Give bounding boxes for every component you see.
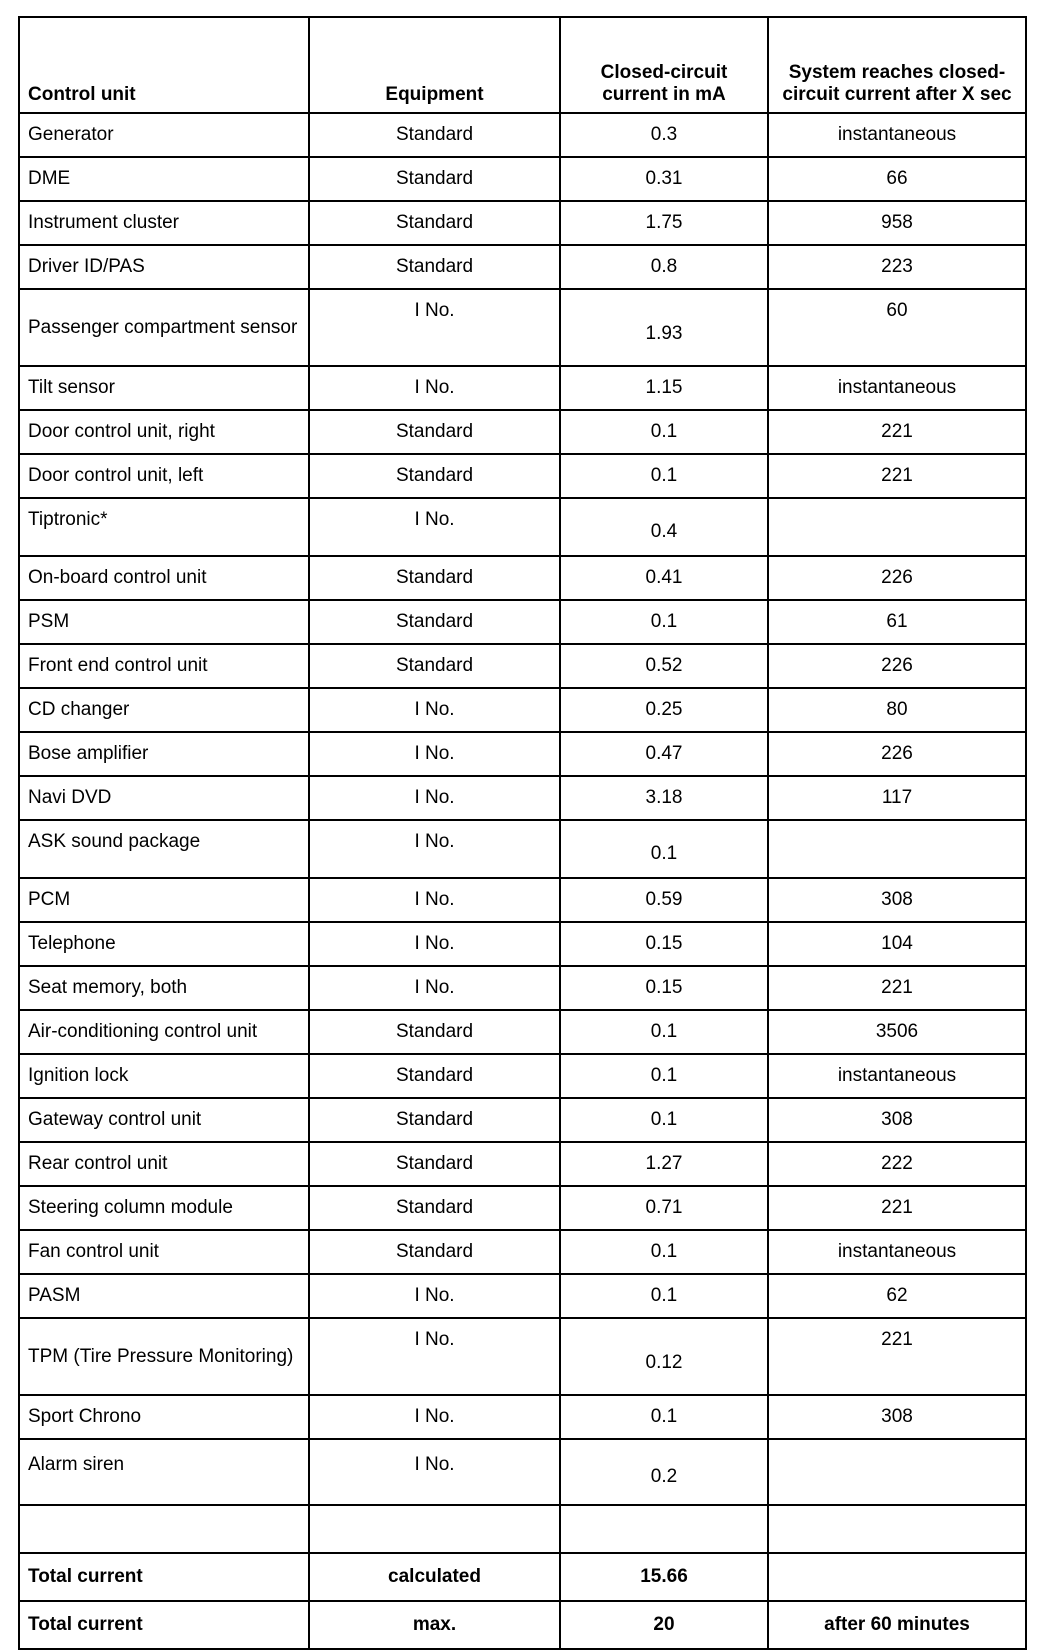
equipment-cell: Standard xyxy=(309,1230,560,1274)
total-label-cell: Total current xyxy=(19,1553,309,1601)
table-row xyxy=(19,732,1026,776)
equipment-cell: Standard xyxy=(309,113,560,157)
current-cell: 0.3 xyxy=(560,113,768,157)
table-row xyxy=(19,498,1026,556)
time-cell: 223 xyxy=(768,245,1026,289)
table-body xyxy=(19,113,1026,1649)
control-unit-cell: Tilt sensor xyxy=(19,366,309,410)
empty-cell xyxy=(309,1505,560,1553)
control-unit-cell: Alarm siren xyxy=(19,1439,309,1505)
table-row xyxy=(19,820,1026,878)
table-row xyxy=(19,1186,1026,1230)
control-unit-cell: PCM xyxy=(19,878,309,922)
table-row xyxy=(19,366,1026,410)
table-row xyxy=(19,776,1026,820)
empty-cell xyxy=(768,1505,1026,1553)
table-row xyxy=(19,289,1026,366)
time-cell: 308 xyxy=(768,878,1026,922)
time-cell: 308 xyxy=(768,1098,1026,1142)
control-unit-cell: Seat memory, both xyxy=(19,966,309,1010)
time-cell: 66 xyxy=(768,157,1026,201)
equipment-cell: I No. xyxy=(309,1395,560,1439)
table-header-row xyxy=(19,17,1026,113)
equipment-cell: Standard xyxy=(309,410,560,454)
control-unit-cell: Instrument cluster xyxy=(19,201,309,245)
control-unit-cell: Fan control unit xyxy=(19,1230,309,1274)
time-cell: 226 xyxy=(768,732,1026,776)
current-cell: 0.4 xyxy=(560,498,768,556)
control-unit-cell: TPM (Tire Pressure Monitoring) xyxy=(19,1318,309,1395)
time-cell: 308 xyxy=(768,1395,1026,1439)
current-cell: 0.47 xyxy=(560,732,768,776)
table-row xyxy=(19,1098,1026,1142)
time-cell: 61 xyxy=(768,600,1026,644)
control-unit-cell: Sport Chrono xyxy=(19,1395,309,1439)
equipment-cell: Standard xyxy=(309,454,560,498)
current-cell: 0.31 xyxy=(560,157,768,201)
equipment-cell: I No. xyxy=(309,688,560,732)
current-cell: 0.1 xyxy=(560,1274,768,1318)
time-cell: instantaneous xyxy=(768,113,1026,157)
time-cell xyxy=(768,498,1026,556)
time-cell: 958 xyxy=(768,201,1026,245)
control-unit-cell: Driver ID/PAS xyxy=(19,245,309,289)
control-unit-cell: PSM xyxy=(19,600,309,644)
table-row xyxy=(19,878,1026,922)
table-row xyxy=(19,1395,1026,1439)
table-row xyxy=(19,688,1026,732)
control-unit-cell: Passenger compartment sensor xyxy=(19,289,309,366)
total-row xyxy=(19,1601,1026,1649)
current-cell: 1.75 xyxy=(560,201,768,245)
time-cell: instantaneous xyxy=(768,1230,1026,1274)
equipment-cell: I No. xyxy=(309,1318,560,1395)
time-cell xyxy=(768,820,1026,878)
current-cell: 0.71 xyxy=(560,1186,768,1230)
time-cell: 3506 xyxy=(768,1010,1026,1054)
table-row xyxy=(19,1274,1026,1318)
equipment-cell: I No. xyxy=(309,820,560,878)
control-unit-cell: DME xyxy=(19,157,309,201)
total-time-cell: after 60 minutes xyxy=(768,1601,1026,1649)
current-cell: 0.2 xyxy=(560,1439,768,1505)
equipment-cell: I No. xyxy=(309,966,560,1010)
equipment-cell: I No. xyxy=(309,776,560,820)
table-row xyxy=(19,113,1026,157)
current-cell: 0.1 xyxy=(560,1098,768,1142)
equipment-cell: I No. xyxy=(309,732,560,776)
equipment-cell: I No. xyxy=(309,366,560,410)
total-type-cell: max. xyxy=(309,1601,560,1649)
empty-cell xyxy=(560,1505,768,1553)
control-unit-cell: CD changer xyxy=(19,688,309,732)
time-cell: 117 xyxy=(768,776,1026,820)
control-unit-cell: Steering column module xyxy=(19,1186,309,1230)
control-unit-cell: Ignition lock xyxy=(19,1054,309,1098)
current-cell: 0.1 xyxy=(560,1054,768,1098)
control-unit-cell: Door control unit, left xyxy=(19,454,309,498)
control-unit-cell: Air-conditioning control unit xyxy=(19,1010,309,1054)
control-unit-cell: Gateway control unit xyxy=(19,1098,309,1142)
table-row xyxy=(19,644,1026,688)
current-cell: 0.1 xyxy=(560,1230,768,1274)
current-cell: 0.12 xyxy=(560,1318,768,1395)
table-row xyxy=(19,1439,1026,1505)
current-cell: 0.1 xyxy=(560,1395,768,1439)
control-unit-cell: Bose amplifier xyxy=(19,732,309,776)
current-cell: 1.27 xyxy=(560,1142,768,1186)
time-cell: 60 xyxy=(768,289,1026,366)
table-row xyxy=(19,201,1026,245)
control-unit-cell: Telephone xyxy=(19,922,309,966)
table-row xyxy=(19,454,1026,498)
time-cell: 221 xyxy=(768,966,1026,1010)
current-cell: 0.25 xyxy=(560,688,768,732)
total-type-cell: calculated xyxy=(309,1553,560,1601)
header-equipment: Equipment xyxy=(309,17,560,113)
current-cell: 0.52 xyxy=(560,644,768,688)
table-row xyxy=(19,1010,1026,1054)
equipment-cell: Standard xyxy=(309,201,560,245)
time-cell: 221 xyxy=(768,1318,1026,1395)
total-row xyxy=(19,1553,1026,1601)
control-unit-cell: Front end control unit xyxy=(19,644,309,688)
time-cell xyxy=(768,1439,1026,1505)
control-unit-cell: Generator xyxy=(19,113,309,157)
time-cell: instantaneous xyxy=(768,366,1026,410)
time-cell: 80 xyxy=(768,688,1026,732)
equipment-cell: Standard xyxy=(309,1010,560,1054)
header-control-unit: Control unit xyxy=(19,17,309,113)
current-cell: 0.15 xyxy=(560,922,768,966)
equipment-cell: Standard xyxy=(309,1142,560,1186)
empty-row xyxy=(19,1505,1026,1553)
table-row xyxy=(19,1318,1026,1395)
control-unit-cell: ASK sound package xyxy=(19,820,309,878)
current-cell: 0.1 xyxy=(560,410,768,454)
current-cell: 0.1 xyxy=(560,1010,768,1054)
time-cell: instantaneous xyxy=(768,1054,1026,1098)
time-cell: 222 xyxy=(768,1142,1026,1186)
equipment-cell: Standard xyxy=(309,245,560,289)
time-cell: 221 xyxy=(768,410,1026,454)
control-unit-cell: Navi DVD xyxy=(19,776,309,820)
equipment-cell: Standard xyxy=(309,556,560,600)
control-unit-cell: Tiptronic* xyxy=(19,498,309,556)
equipment-cell: I No. xyxy=(309,498,560,556)
equipment-cell: I No. xyxy=(309,878,560,922)
closed-circuit-current-table xyxy=(18,16,1027,1650)
time-cell: 221 xyxy=(768,454,1026,498)
total-time-cell xyxy=(768,1553,1026,1601)
current-cell: 0.41 xyxy=(560,556,768,600)
total-label-cell: Total current xyxy=(19,1601,309,1649)
equipment-cell: Standard xyxy=(309,1054,560,1098)
current-cell: 0.1 xyxy=(560,820,768,878)
current-cell: 0.15 xyxy=(560,966,768,1010)
time-cell: 104 xyxy=(768,922,1026,966)
table-row xyxy=(19,410,1026,454)
table-row xyxy=(19,966,1026,1010)
current-cell: 1.93 xyxy=(560,289,768,366)
control-unit-cell: On-board control unit xyxy=(19,556,309,600)
equipment-cell: I No. xyxy=(309,289,560,366)
table-row xyxy=(19,157,1026,201)
table-row xyxy=(19,1142,1026,1186)
table-row xyxy=(19,922,1026,966)
control-unit-cell: PASM xyxy=(19,1274,309,1318)
control-unit-cell: Door control unit, right xyxy=(19,410,309,454)
equipment-cell: Standard xyxy=(309,600,560,644)
equipment-cell: Standard xyxy=(309,1186,560,1230)
total-current-cell: 20 xyxy=(560,1601,768,1649)
header-current: Closed-circuit current in mA xyxy=(560,17,768,113)
equipment-cell: I No. xyxy=(309,922,560,966)
equipment-cell: I No. xyxy=(309,1274,560,1318)
empty-cell xyxy=(19,1505,309,1553)
current-cell: 3.18 xyxy=(560,776,768,820)
time-cell: 62 xyxy=(768,1274,1026,1318)
control-unit-cell: Rear control unit xyxy=(19,1142,309,1186)
table-row xyxy=(19,556,1026,600)
table-row xyxy=(19,600,1026,644)
current-cell: 0.8 xyxy=(560,245,768,289)
current-cell: 0.1 xyxy=(560,600,768,644)
total-current-cell: 15.66 xyxy=(560,1553,768,1601)
time-cell: 226 xyxy=(768,644,1026,688)
table-row xyxy=(19,245,1026,289)
equipment-cell: Standard xyxy=(309,1098,560,1142)
equipment-cell: I No. xyxy=(309,1439,560,1505)
table-row xyxy=(19,1054,1026,1098)
current-cell: 1.15 xyxy=(560,366,768,410)
time-cell: 221 xyxy=(768,1186,1026,1230)
current-cell: 0.1 xyxy=(560,454,768,498)
table-row xyxy=(19,1230,1026,1274)
current-cell: 0.59 xyxy=(560,878,768,922)
time-cell: 226 xyxy=(768,556,1026,600)
equipment-cell: Standard xyxy=(309,157,560,201)
header-time: System reaches closed-circuit current after X sec xyxy=(768,17,1026,113)
equipment-cell: Standard xyxy=(309,644,560,688)
